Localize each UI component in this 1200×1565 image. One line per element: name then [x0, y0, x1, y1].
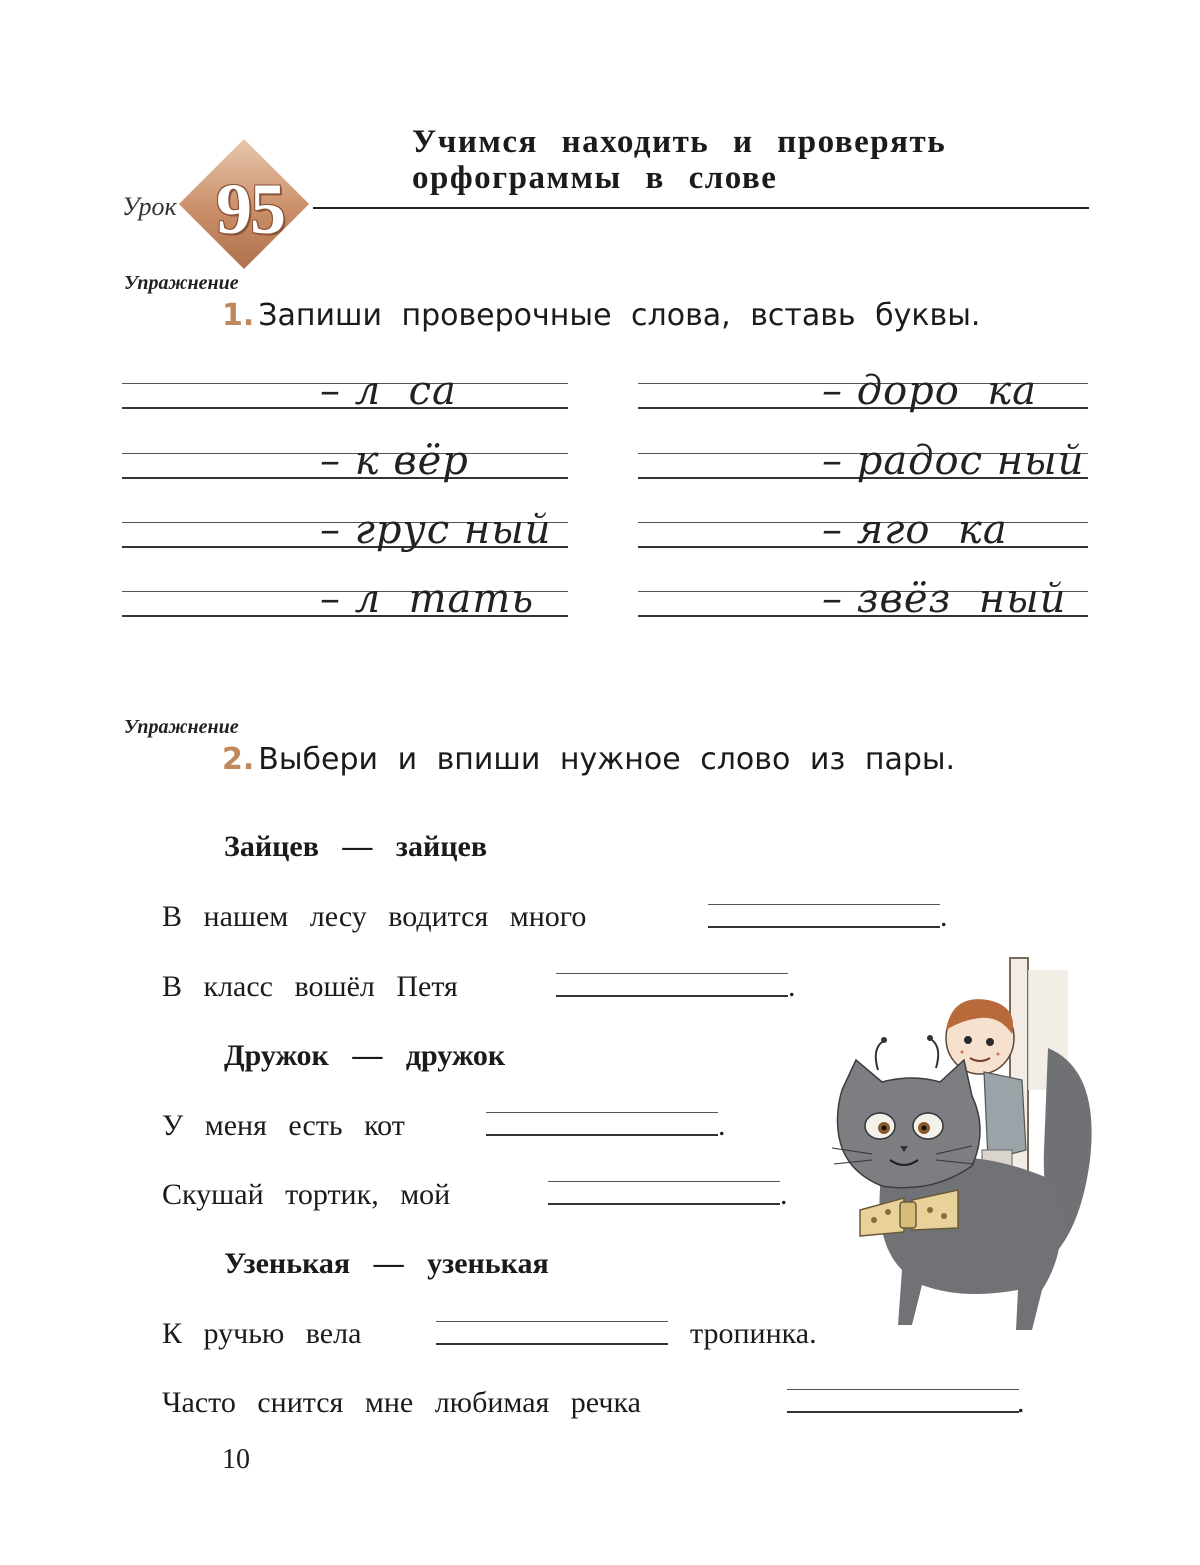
word-pair-title: Зайцев — зайцев — [224, 830, 488, 863]
exercise-2-label: Упражнение — [124, 716, 239, 738]
exercise-1-label: Упражнение — [124, 272, 239, 294]
answer-guide-line — [708, 904, 940, 905]
exercise-2-number: 2. — [222, 742, 255, 777]
header-rule — [313, 207, 1089, 209]
sentence-end: . — [940, 900, 948, 933]
sentence-end: . — [718, 1109, 726, 1142]
lesson-title-line-1: Учимся находить и проверять — [412, 124, 947, 160]
sentence: К ручью вела — [162, 1317, 362, 1350]
answer-blank[interactable] — [436, 1343, 668, 1345]
sentence-end: тропинка. — [690, 1317, 817, 1350]
sentence-end: . — [1017, 1386, 1025, 1419]
lesson-label: Урок — [122, 192, 177, 221]
cursive-word: – грус ный — [320, 507, 552, 553]
exercise-2-heading — [222, 742, 955, 777]
cursive-word: – звёз ный — [822, 576, 1067, 622]
word-pair-title: Дружок — дружок — [224, 1039, 506, 1072]
cursive-word: – яго ка — [822, 507, 1008, 553]
answer-blank[interactable] — [548, 1203, 780, 1205]
answer-blank[interactable] — [787, 1411, 1019, 1413]
page-number: 10 — [222, 1444, 250, 1475]
cursive-word: – радос ный — [822, 438, 1085, 484]
cursive-word: – л тать — [320, 576, 535, 622]
answer-guide-line — [556, 973, 788, 974]
exercise-1-heading — [222, 298, 980, 333]
cursive-word: – доро ка — [822, 368, 1037, 414]
exercise-1-number: 1. — [222, 298, 255, 333]
cursive-word: – л са — [320, 368, 457, 414]
lesson-title-line-2: орфограммы в слове — [412, 160, 778, 196]
cat-and-boy-illustration — [812, 950, 1112, 1340]
sentence-end: . — [780, 1178, 788, 1211]
answer-blank[interactable] — [486, 1134, 718, 1136]
answer-blank[interactable] — [556, 995, 788, 997]
answer-guide-line — [548, 1181, 780, 1182]
sentence: В класс вошёл Петя — [162, 970, 458, 1003]
cursive-word: – к вёр — [320, 438, 469, 484]
exercise-2-instruction: Выбери и впиши нужное слово из пары. — [258, 742, 956, 777]
answer-guide-line — [486, 1112, 718, 1113]
sentence: Часто снится мне любимая речка — [162, 1386, 641, 1419]
sentence: Скушай тортик, мой — [162, 1178, 451, 1211]
exercise-1-instruction: Запиши проверочные слова, вставь буквы. — [258, 298, 981, 333]
answer-guide-line — [787, 1389, 1019, 1390]
lesson-number: 95 — [216, 169, 284, 249]
sentence: В нашем лесу водится много — [162, 900, 587, 933]
sentence-end: . — [788, 970, 796, 1003]
sentence: У меня есть кот — [162, 1109, 405, 1142]
answer-guide-line — [436, 1321, 668, 1322]
answer-blank[interactable] — [708, 926, 940, 928]
word-pair-title: Узенькая — узенькая — [224, 1247, 549, 1280]
